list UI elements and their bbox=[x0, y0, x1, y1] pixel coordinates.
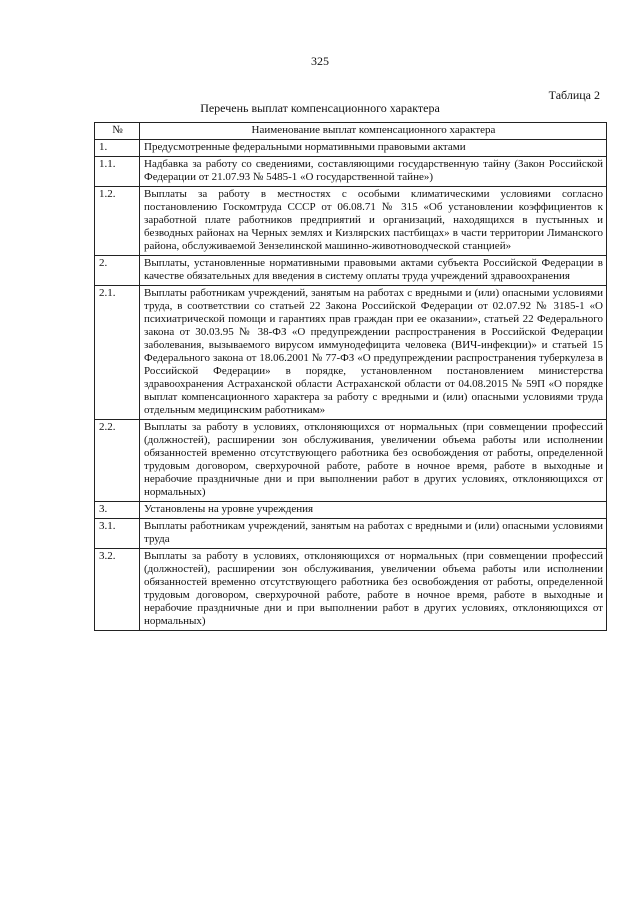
row-text: Выплаты работникам учреждений, занятым на работах с вредными и (или) опасными условиями труда bbox=[140, 519, 607, 549]
compensation-payments-table bbox=[94, 122, 607, 631]
page-number: 325 bbox=[311, 54, 329, 68]
row-number: 2.2. bbox=[95, 420, 140, 502]
table-row bbox=[95, 256, 607, 286]
row-number: 1.1. bbox=[95, 157, 140, 187]
row-number: 2.1. bbox=[95, 286, 140, 420]
row-text: Выплаты за работу в условиях, отклоняющихся от нормальных (при совмещении профессий (должностей), расширении зон обслуживания, увеличении объема работы или исполнении обязанностей временно отсутствующего работника без освобождения от работы, определенной трудовым договором, сверхурочной работе, работе в ночное время, работе в выходные и нерабочие праздничные дни и при выполнении работ в других условиях, отклоняющихся от нормальных) bbox=[140, 420, 607, 502]
table-row bbox=[95, 187, 607, 256]
row-text: Предусмотренные федеральными нормативными правовыми актами bbox=[140, 140, 607, 157]
row-number: 1.2. bbox=[95, 187, 140, 256]
row-text: Надбавка за работу со сведениями, составляющими государственную тайну (Закон Российской Федерации от 21.07.93 № 5485-1 «О государственной тайне») bbox=[140, 157, 607, 187]
document-title: Перечень выплат компенсационного характера bbox=[200, 101, 440, 115]
table-row bbox=[95, 140, 607, 157]
row-text: Выплаты за работу в местностях с особыми климатическими условиями согласно постановлению Госкомтруда СССР от 06.08.71 № 315 «Об установлении коэффициентов к заработной плате работников предприятий и организаций, находящихся в пустынных и безводных районах на Черных землях и Кизлярских пастбищах» в части территории Лиманского района, обслуживаемой Зензелинской машинно-животноводческой станцией» bbox=[140, 187, 607, 256]
row-number: 1. bbox=[95, 140, 140, 157]
table-label: Таблица 2 bbox=[548, 88, 600, 102]
row-number: 3. bbox=[95, 502, 140, 519]
table-row bbox=[95, 519, 607, 549]
table-row bbox=[95, 286, 607, 420]
header-name: Наименование выплат компенсационного характера bbox=[140, 123, 607, 140]
table-row bbox=[95, 502, 607, 519]
table-row bbox=[95, 420, 607, 502]
row-text: Выплаты за работу в условиях, отклоняющихся от нормальных (при совмещении профессий (должностей), расширении зон обслуживания, увеличении объема работы или исполнении обязанностей временно отсутствующего работника без освобождения от работы, определенной трудовым договором, сверхурочной работе, работе в ночное время, работе в выходные и нерабочие праздничные дни и при выполнении работ в других условиях, отклоняющихся от нормальных) bbox=[140, 549, 607, 631]
table-header-row bbox=[95, 123, 607, 140]
row-text: Установлены на уровне учреждения bbox=[140, 502, 607, 519]
table-row bbox=[95, 157, 607, 187]
header-number: № bbox=[95, 123, 140, 140]
row-number: 3.2. bbox=[95, 549, 140, 631]
table-row bbox=[95, 549, 607, 631]
row-text: Выплаты, установленные нормативными правовыми актами субъекта Российской Федерации в качестве обязательных для введения в систему оплаты труда учреждений здравоохранения bbox=[140, 256, 607, 286]
row-text: Выплаты работникам учреждений, занятым на работах с вредными и (или) опасными условиями труда, в соответствии со статьей 22 Закона Российской Федерации от 02.07.92 № 3185-1 «О психиатрической помощи и гарантиях прав граждан при ее оказании», статьей 22 Федерального закона от 30.03.95 № 38-ФЗ «О предупреждении распространения в Российской Федерации заболевания, вызываемого вирусом иммунодефицита человека (ВИЧ-инфекции)» и статьей 15 Федерального закона от 18.06.2001 № 77-ФЗ «О предупреждении распространения туберкулеза в Российской Федерации» в порядке, установленном постановлением министерства здравоохранения Астраханской области Астраханской области от 04.08.2015 № 59П «О порядке выплат компенсационного характера за работу с вредными и (или) опасными условиями труда отдельным медицинским работникам» bbox=[140, 286, 607, 420]
row-number: 2. bbox=[95, 256, 140, 286]
row-number: 3.1. bbox=[95, 519, 140, 549]
